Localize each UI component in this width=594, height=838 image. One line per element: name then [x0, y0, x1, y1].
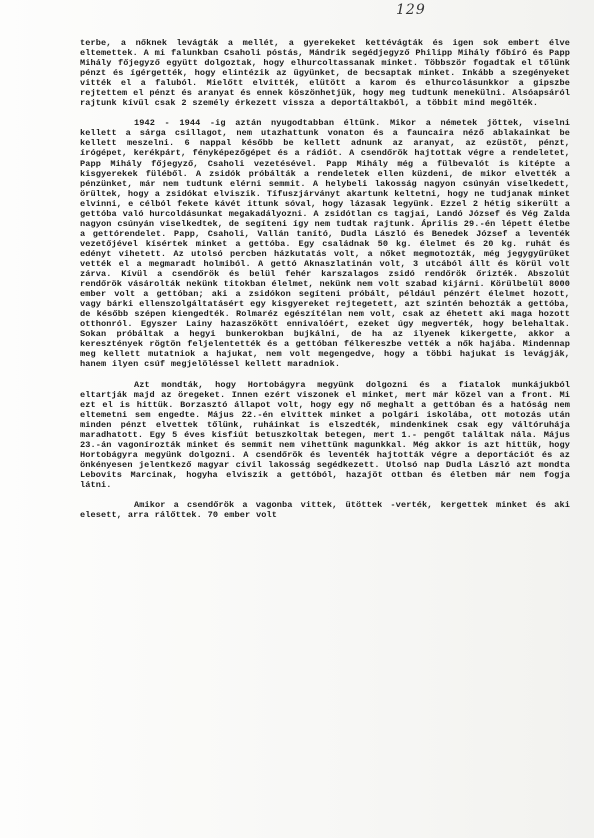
page-number: 129	[396, 2, 426, 18]
paragraph-2: 1942 - 1944 -ig aztán nyugodtabban éltünk. Mikor a németek jöttek, viselni kellett a sárga csillagot, nem utazhattunk vonaton és a fauncaira néző ablakainkat be kellett meszelni. 6 nappal később be kellett adnunk az aranyat, az ezüstöt, pénzt, írógépet, kerékpárt, fényképezőgépet és a rádiót. A csendőrök hajtottak végre a rendeletet, Papp Mihály főjegyző, Csaholi vezetésével. Papp Mihály még a fülbevalót is kitépte a kisgyerekek füléből. A zsidók próbálták a rendeletek ellen küzdeni, de mikor elvették a pénzünket, már nem tudtunk elérni semmit. A helybeli lakosság nagyon csúnyán viselkedett, örültek, hogy a zsidókat elviszik. Tífuszjárványt akartunk keltetni, hogy ne tudjanak minket elvinni, e célból fekete kávét ittunk sóval, hogy lázasak legyünk. Ezzel 2 hétig sikerült a gettóba való hurcoldásunkat megakadályozni. A zsidótlan cs tagjai, Landó József és Vég Zalda nagyon csúnyán viselkedtek, de segíteni így nem tudtak rajtunk. Április 29.-én lépett életbe a gettórendelet. Papp, Csaholi, Vallán tanító, Dudla László és Benedek József a leventék vezetőjével kísértek minket a gettóba. Egy családnak 50 kg. élelmet és 20 kg. ruhát és edényt vihetett. Az utolsó percben házkutatás volt, a nőket megmotozták, még jegygyűrűket vették el a megmaradt holmiból. A gettó Aknaszlatinán volt, 3 utcából állt és körül volt zárva. Kívül a csendőrök és belül fehér karszalagos zsidó rendőrök őrizték. Abszolút rendőrök vásárolták nekünk titokban élelmet, nekünk nem volt szabad kijárni. Körülbelül 8000 ember volt a gettóban; aki a zsidókon segíteni próbált, például pénzért élelmet hozott, vagy bárki ellenszolgáltatásért egy kisgyereket rejtegetett, azt szintén behozták a gettóba, de később szépen kiengedték. Rolmaréz egészítélan nem volt, csak az éhetett aki maga hozott otthonról. Egyszer Lainy hazaszökött ennivalóért, ezeket úgy megverték, hogy belehaltak. Sokan próbáltak a hegyi bunkerokban bujkálni, de ha az ilyenek kikergette, akkor a keresztények rögtön feljelentették és a gettóban félkereszbe vették a nők hajába. Mindennap meg kellett mutatniok a hajukat, nem volt megengedve, hogy a többi hajukat is levágják, hanem ilyen csúf megjelöléssel kellett maradniok.	[80, 118, 570, 370]
paragraph-4: Amikor a csendőrök a vagonba vittek, ütöttek -verték, kergettek minket és aki elesett, arra rálőttek. 70 ember volt	[80, 500, 570, 521]
paragraph-1: terbe, a nőknek levágták a mellét, a gyerekeket kettévágták és igen sok embert élve eltemettek. A mi falunkban Csaholi póstás, Mándrik segédjegyző Philipp Mihály főbíró és Papp Mihály főjegyző együtt dolgoztak, hogy elhurcoltassanak minket. Többször fogadtak el tőlünk pénzt és ígérgették, hogy elintézik az ügyünket, de becsaptak minket. Inkább a szegényeket vitték el a faluból. Mielőtt elvitték, elütött a karom és elhurcolásunkkor a gipszbe rejtettem el pénzt és aranyat és ennek köszönhetjük, hogy meg tudtunk menekülni. Alsóapsáról rajtunk kívül csak 2 személy érkezett vissza a deportáltakból, a többit mind megölték.	[80, 38, 570, 109]
paragraph-3: Azt mondták, hogy Hortobágyra megyünk dolgozni és a fiatalok munkájukból eltartják majd az öregeket. Innen ezért viszonek el minket, mert már közel van a front. Mi ezt el is hittük. Borzasztó állapot volt, hogy egy nő meghalt a gettóban és a hatóság nem eltemetni sem engedte. Május 22.-én elvittek minket a polgári iskolába, ott motozás után minden pénzt elvettek tőlünk, ruháinkat is elszedték, mindenkinek csak egy váltóruhája maradhatott. Egy 5 éves kisfiút betuszkoltak betegen, mert 1.- pengőt találtak nála. Május 23.-án vagonírozták minket és semmit nem vihettünk magunkkal. Még akkor is azt hittük, hogy Hortobágyra megyünk dolgozni. A csendőrök és leventék hajtották végre a deportációt és az önkényesen jelentkező magyar civil lakosság segédkezett. Utolsó nap Dudla László azt mondta Lebovits Marcinak, hogyha elviszik a gettóból, hazajöt ottban és életben már nem fogja látni.	[80, 379, 570, 490]
typewritten-body	[80, 38, 570, 520]
